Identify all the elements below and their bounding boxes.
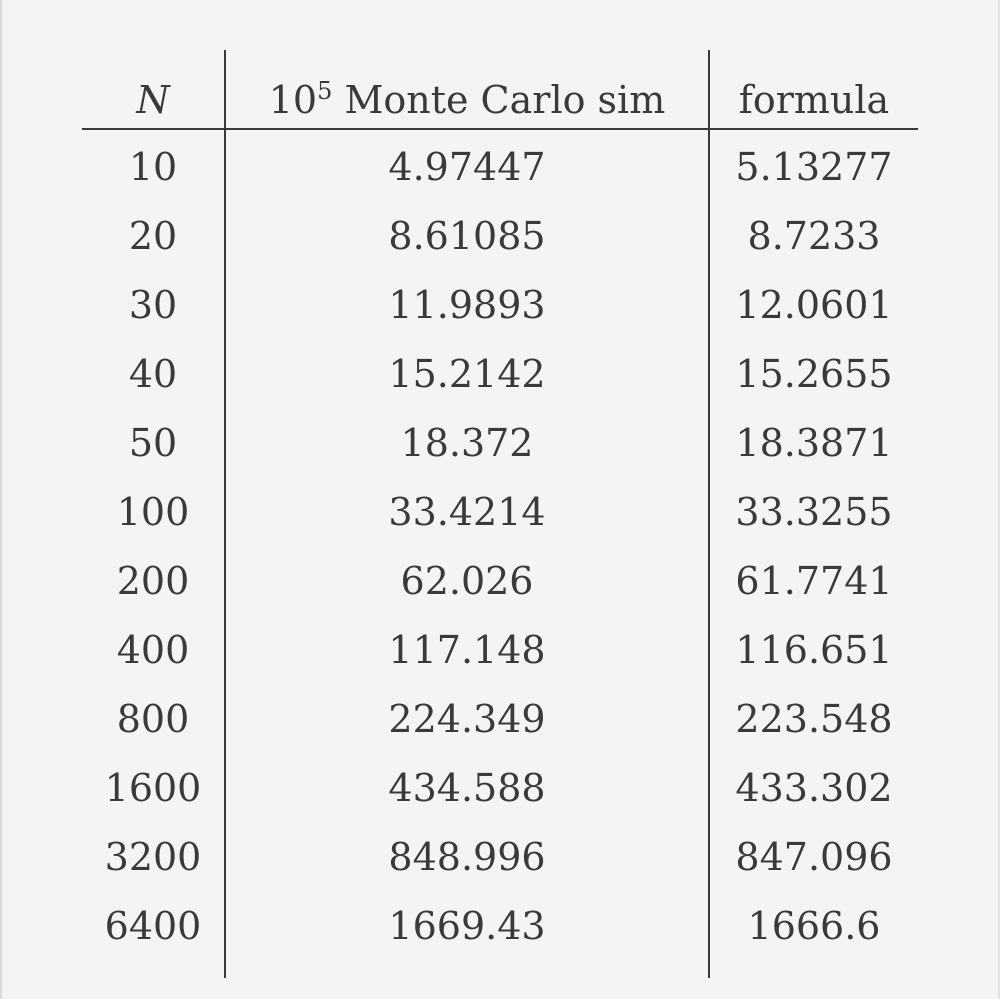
- table-row: [82, 408, 918, 477]
- cell-n: 6400: [82, 891, 225, 960]
- cell-monte-carlo: 8.61085: [225, 201, 709, 270]
- cell-monte-carlo: 434.588: [225, 753, 709, 822]
- cell-n: 20: [82, 201, 225, 270]
- table-row: [82, 546, 918, 615]
- cell-formula: 116.651: [735, 627, 893, 672]
- cell-n: 800: [82, 684, 225, 753]
- cell-formula: 223.548: [735, 696, 893, 741]
- cell-monte-carlo: 33.4214: [225, 477, 709, 546]
- header-n: [82, 50, 225, 129]
- table-row: [82, 201, 918, 270]
- header-monte-carlo: [225, 50, 709, 129]
- table-row: [82, 129, 918, 201]
- table-row: [82, 477, 918, 546]
- cell-formula: 8.7233: [747, 213, 881, 258]
- cell-formula: 847.096: [735, 834, 893, 879]
- cell-monte-carlo: 15.2142: [225, 339, 709, 408]
- tail-cell: [82, 960, 225, 978]
- cell-formula: 33.3255: [735, 489, 893, 534]
- header-row: [82, 50, 918, 129]
- header-mc-base: 10: [268, 78, 318, 122]
- cell-formula: 1666.6: [747, 903, 881, 948]
- cell-monte-carlo: 62.026: [225, 546, 709, 615]
- results-table: [82, 50, 918, 978]
- cell-formula: 433.302: [735, 765, 893, 810]
- cell-formula: 12.0601: [735, 282, 893, 327]
- cell-n: 100: [82, 477, 225, 546]
- table-body: [82, 129, 918, 978]
- left-frame-edge: [0, 0, 2, 999]
- cell-formula: 61.7741: [735, 558, 893, 603]
- table-row: [82, 891, 918, 960]
- table-header: [82, 50, 918, 129]
- cell-n: 40: [82, 339, 225, 408]
- cell-n: 10: [82, 129, 225, 201]
- cell-monte-carlo: 4.97447: [225, 129, 709, 201]
- results-table-container: [82, 50, 918, 978]
- cell-n: 50: [82, 408, 225, 477]
- table-row: [82, 615, 918, 684]
- table-row: [82, 270, 918, 339]
- cell-n: 1600: [82, 753, 225, 822]
- table-row: [82, 339, 918, 408]
- cell-monte-carlo: 18.372: [225, 408, 709, 477]
- header-formula: formula: [709, 50, 918, 129]
- cell-n: 30: [82, 270, 225, 339]
- cell-formula: 5.13277: [735, 144, 893, 189]
- table-tail: [82, 960, 918, 978]
- cell-formula: 18.3871: [735, 420, 893, 465]
- cell-formula: 15.2655: [735, 351, 893, 396]
- cell-n: 400: [82, 615, 225, 684]
- cell-monte-carlo: 11.9893: [225, 270, 709, 339]
- tail-cell: [709, 960, 918, 978]
- header-n-label: N: [136, 78, 170, 122]
- header-mc-rest: Monte Carlo sim: [332, 78, 666, 122]
- cell-monte-carlo: 117.148: [225, 615, 709, 684]
- header-mc-exponent: 5: [317, 77, 333, 105]
- cell-monte-carlo: 848.996: [225, 822, 709, 891]
- table-row: [82, 822, 918, 891]
- cell-n: 3200: [82, 822, 225, 891]
- table-row: [82, 753, 918, 822]
- table-row: [82, 684, 918, 753]
- tail-cell: [225, 960, 709, 978]
- cell-monte-carlo: 1669.43: [225, 891, 709, 960]
- cell-monte-carlo: 224.349: [225, 684, 709, 753]
- cell-n: 200: [82, 546, 225, 615]
